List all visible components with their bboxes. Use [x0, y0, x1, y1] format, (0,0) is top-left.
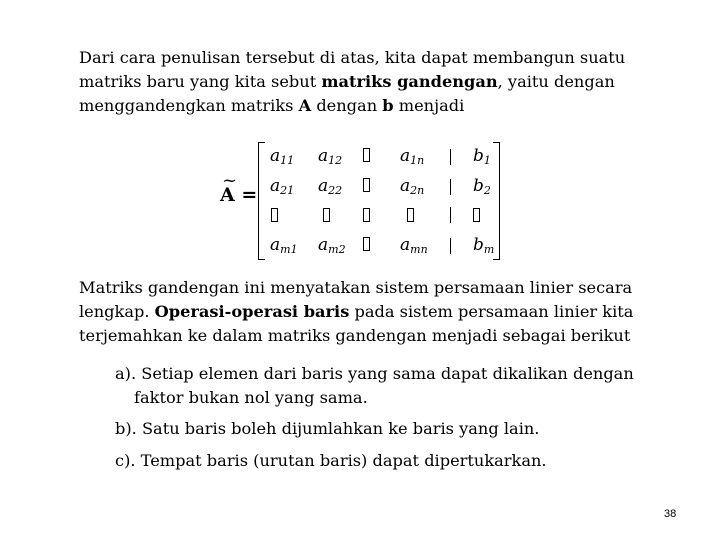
matrix-lhs: ~ A = [220, 170, 258, 206]
body-line-3: terjemahkan ke dalam matriks gandengan menjadi sebagai berikut [79, 326, 631, 345]
augmented-matrix [215, 140, 515, 265]
placeholder-box [323, 208, 330, 222]
body-line-2: lengkap. Operasi-operasi baris pada sistem persamaan linier kita [79, 302, 634, 321]
matrix-cell: $a_{m1}$ [270, 235, 298, 256]
placeholder-box [363, 237, 370, 251]
matrix-cell: $b_2$ [473, 176, 491, 197]
matrix-cell: $a_{21}$ [270, 176, 295, 197]
placeholder-box [473, 208, 480, 222]
augment-separator [450, 207, 451, 223]
placeholder-box [363, 148, 370, 162]
list-item-c: c). Tempat baris (urutan baris) dapat dipertukarkan. [115, 451, 547, 470]
term-operasi-baris: Operasi-operasi baris [154, 302, 350, 321]
matrix-cell: $a_{m2}$ [318, 235, 346, 256]
placeholder-box [363, 208, 370, 222]
placeholder-box [363, 178, 370, 192]
matrix-cell: $b_m$ [473, 235, 495, 256]
placeholder-box [271, 208, 278, 222]
intro-line-2: matriks baru yang kita sebut matriks gandengan, yaitu dengan [79, 72, 615, 91]
augment-separator [450, 149, 451, 165]
matrix-cell: $b_1$ [473, 146, 491, 167]
term-matriks-gandengan: matriks gandengan [321, 72, 498, 91]
left-bracket [258, 142, 265, 260]
matrix-cell: $a_{2n}$ [400, 176, 425, 197]
body-paragraph [79, 276, 639, 348]
placeholder-box [407, 208, 414, 222]
list-item-a: a). Setiap elemen dari baris yang sama dapat dikalikan dengan faktor bukan nol yang sama. [115, 364, 634, 407]
matrix-cell: $a_{22}$ [318, 176, 343, 197]
matrix-cell: $a_{1n}$ [400, 146, 425, 167]
matrix-cell: $a_{mn}$ [400, 235, 428, 256]
matrix-cell: $a_{12}$ [318, 146, 343, 167]
matrix-cell: $a_{11}$ [270, 146, 295, 167]
intro-paragraph [79, 46, 639, 118]
intro-line-3: menggandengkan matriks A dengan b menjadi [79, 96, 465, 115]
body-line-1: Matriks gandengan ini menyatakan sistem persamaan linier secara [79, 278, 633, 297]
augment-separator [450, 238, 451, 254]
page-number: 38 [664, 508, 677, 520]
intro-line-1: Dari cara penulisan tersebut di atas, kita dapat membangun suatu [79, 48, 626, 67]
list-item-b: b). Satu baris boleh dijumlahkan ke baris yang lain. [115, 419, 540, 438]
augment-separator [450, 179, 451, 195]
